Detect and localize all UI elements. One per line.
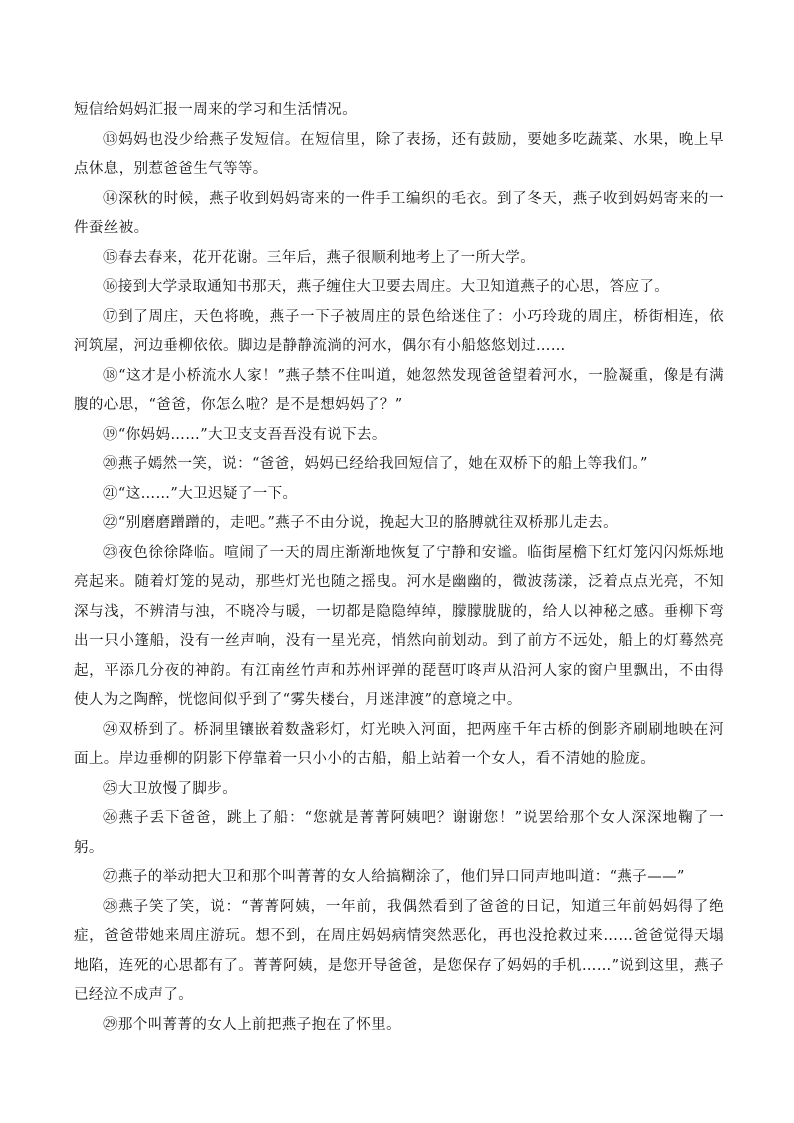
paragraph-16: ⑯接到大学录取通知书那天，燕子缠住大卫要去周庄。大卫知道燕子的心思，答应了。 [103,279,670,295]
paragraph-14: ⑭深秋的时候，燕子收到妈妈寄来的一件手工编织的毛衣。到了冬天，燕子收到妈妈寄来的一件蚕丝被。 [74,190,724,236]
paragraph-26: ㉖燕子丢下爸爸，跳上了船：“您就是菁菁阿姨吧？谢谢您！”说罢给那个女人深深地鞠了一躬。 [74,810,724,856]
paragraph-19: ⑲“你妈妈……”大卫支支吾吾没有说下去。 [103,426,387,443]
paragraph-15: ⑮春去春来，花开花谢。三年后，燕子很顺利地考上了一所大学。 [103,249,536,266]
document-body [74,96,724,1040]
paragraph-24: ㉔双桥到了。桥洞里镶嵌着数盏彩灯，灯光映入河面，把两座千年古桥的倒影齐刷刷地映在河面上。岸边垂柳的阴影下停靠着一只小小的古船，船上站着一个女人，看不清她的脸庞。 [74,721,724,767]
paragraph-27: ㉗燕子的举动把大卫和那个叫菁菁的女人给搞糊涂了，他们异口同声地叫道：“燕子——” [103,869,685,885]
paragraph-28: ㉘燕子笑了笑，说：“菁菁阿姨，一年前，我偶然看到了爸爸的日记，知道三年前妈妈得了绝症，爸爸带她来周庄游玩。想不到，在周庄妈妈病情突然恶化，再也没抢救过来……爸爸觉得天塌地陷，连死的心思都有了。菁菁阿姨，是您开导爸爸，是您保存了妈妈的手机……”说到这里，燕子已经泣不成声了。 [74,898,724,1003]
paragraph-20: ⑳燕子嫣然一笑，说：“爸爸，妈妈已经给我回短信了，她在双桥下的船上等我们。” [103,456,648,472]
paragraph-18: ⑱“这才是小桥流水人家！”燕子禁不住叫道，她忽然发现爸爸望着河水，一脸凝重，像是有满腹的心思，“爸爸，你怎么啦？是不是想妈妈了？” [74,367,724,413]
paragraph-13: ⑬妈妈也没少给燕子发短信。在短信里，除了表扬，还有鼓励，要她多吃蔬菜、水果，晚上早点休息，别惹爸爸生气等等。 [74,131,724,177]
paragraph-22: ㉒“别磨磨蹭蹭的，走吧。”燕子不由分说，挽起大卫的胳膊就往双桥那儿走去。 [103,515,618,531]
paragraph-29: ㉙那个叫菁菁的女人上前把燕子抱在了怀里。 [103,1016,401,1033]
paragraph-25: ㉕大卫放慢了脚步。 [103,780,238,797]
paragraph-continuation: 短信给妈妈汇报一周来的学习和生活情况。 [74,102,358,118]
paragraph-21: ㉑“这……”大卫迟疑了一下。 [103,485,298,502]
paragraph-17: ⑰到了周庄，天色将晚，燕子一下子被周庄的景色给迷住了：小巧玲珑的周庄，桥街相连，依河筑屋，河边垂柳依依。脚边是静静流淌的河水，偶尔有小船悠悠划过…… [74,308,724,354]
paragraph-23: ㉓夜色徐徐降临。喧闹了一天的周庄渐渐地恢复了宁静和安谧。临街屋檐下红灯笼闪闪烁烁地亮起来。随着灯笼的晃动，那些灯光也随之摇曳。河水是幽幽的，微波荡漾，泛着点点光亮，不知深与浅，不辨清与浊，不晓冷与暖，一切都是隐隐绰绰，朦朦胧胧的，给人以神秘之感。垂柳下弯出一只小篷船，没有一丝声响，没有一星光亮，悄然向前划动。到了前方不远处，船上的灯蓦然亮起，平添几分夜的神韵。有江南丝竹声和苏州评弹的琵琶叮咚声从沿河人家的窗户里飘出，不由得使人为之陶醉，恍惚间似乎到了“雾失楼台，月迷津渡”的意境之中。 [74,544,724,708]
